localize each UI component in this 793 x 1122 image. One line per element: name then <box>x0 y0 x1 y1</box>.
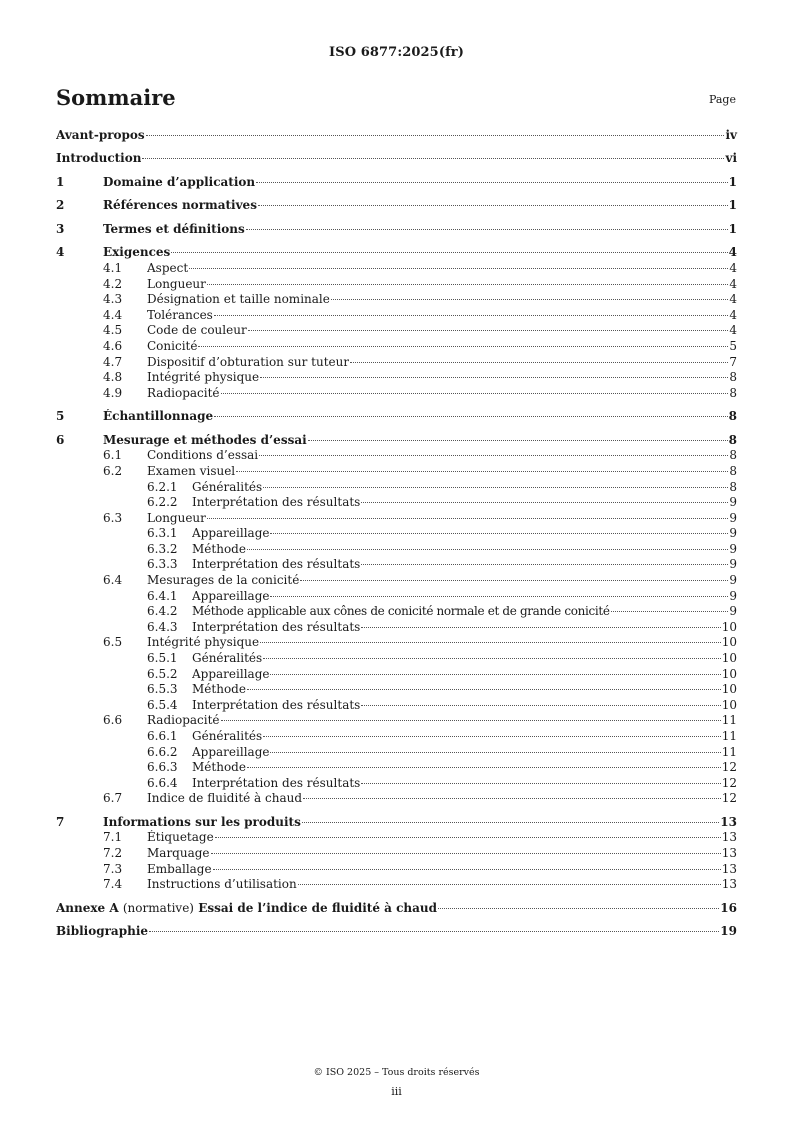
dot-leader <box>263 658 721 659</box>
dot-leader <box>260 642 721 643</box>
toc-entry-clause-7[interactable] <box>56 815 737 831</box>
toc-entry-number: 7 <box>56 814 65 829</box>
toc-entry-clause-6-5-1[interactable] <box>56 651 737 667</box>
dot-leader <box>207 284 728 285</box>
toc-entry-page: 10 <box>721 697 737 712</box>
toc-entry-clause-4-7[interactable] <box>56 355 737 371</box>
toc-entry-page: 4 <box>729 307 737 322</box>
toc-entry-clause-6-6-3[interactable] <box>56 760 737 776</box>
dot-leader <box>221 720 721 721</box>
toc-entry-page: 9 <box>729 510 737 525</box>
toc-entry-clause-6-5[interactable] <box>56 635 737 651</box>
toc-entry-page: 9 <box>729 588 737 603</box>
toc-entry-page: 1 <box>728 174 737 189</box>
dot-leader <box>214 315 729 316</box>
toc-entry-label: Radiopacité <box>147 713 220 728</box>
toc-entry-page: 12 <box>721 760 737 775</box>
toc-entry-page: 9 <box>729 557 737 572</box>
toc-entry-clause-6-2-1[interactable] <box>56 480 737 496</box>
toc-entry-number: 6.3.3 <box>147 557 178 572</box>
toc-entry-number: 6.2 <box>103 463 123 478</box>
table-of-contents <box>56 128 737 940</box>
toc-entry-page: 13 <box>721 830 737 845</box>
dot-leader <box>270 533 728 534</box>
toc-entry-clause-6-3-1[interactable] <box>56 526 737 542</box>
toc-entry-label: Intégrité physique <box>147 370 260 385</box>
toc-entry-label: Longueur <box>147 276 206 291</box>
dot-leader <box>211 853 721 854</box>
dot-leader <box>247 549 728 550</box>
toc-entry-page: 1 <box>728 198 737 213</box>
toc-entry-number: 6.4.1 <box>147 588 178 603</box>
toc-entry-clause-7-3[interactable] <box>56 862 737 878</box>
toc-entry-label: Conicité <box>147 338 198 353</box>
toc-entry-clause-4[interactable] <box>56 245 737 261</box>
toc-entry-clause-6-3-2[interactable] <box>56 542 737 558</box>
toc-entry-number: 6.5.3 <box>147 682 178 697</box>
toc-entry-page: 16 <box>720 900 737 915</box>
dot-leader <box>213 869 721 870</box>
dot-leader <box>258 205 728 206</box>
toc-entry-page: 7 <box>729 354 737 369</box>
toc-entry-number: 6.3 <box>103 510 123 525</box>
dot-leader <box>236 471 728 472</box>
toc-entry-number: 6.5.2 <box>147 666 178 681</box>
toc-entry-clause-6-4-2[interactable] <box>56 604 737 620</box>
dot-leader <box>247 689 721 690</box>
toc-entry-page: 12 <box>721 775 737 790</box>
toc-entry-label: Échantillonnage <box>103 409 214 424</box>
toc-entry-label: Informations sur les produits <box>103 814 301 829</box>
toc-entry-page: 4 <box>729 261 737 276</box>
toc-title: Sommaire <box>56 85 176 110</box>
toc-entry-clause-6-5-2[interactable] <box>56 667 737 683</box>
toc-entry-page: 4 <box>728 245 737 260</box>
toc-entry-page: 8 <box>729 463 737 478</box>
toc-entry-label: Références normatives <box>103 198 257 213</box>
toc-entry-clause-1[interactable] <box>56 175 737 191</box>
toc-entry-page: 13 <box>721 861 737 876</box>
toc-entry-number: 6.2.2 <box>147 495 178 510</box>
toc-entry-label: Interprétation des résultats <box>192 557 361 572</box>
toc-entry-label: Indice de fluidité à chaud <box>147 791 303 806</box>
toc-entry-number: 6.6 <box>103 713 123 728</box>
dot-leader <box>256 182 728 183</box>
toc-entry-number: 6.1 <box>103 448 123 463</box>
toc-entry-clause-6-5-3[interactable] <box>56 682 737 698</box>
toc-entry-page: 9 <box>729 495 737 510</box>
toc-entry-clause-5[interactable] <box>56 409 737 425</box>
dot-leader <box>263 487 728 488</box>
toc-entry-label: Code de couleur <box>147 323 247 338</box>
toc-entry-clause-4-8[interactable] <box>56 370 737 386</box>
toc-entry-clause-7-2[interactable] <box>56 846 737 862</box>
toc-entry-label: Appareillage <box>192 526 270 541</box>
toc-entry-label: Généralités <box>192 479 263 494</box>
toc-entry-clause-4-3[interactable] <box>56 292 737 308</box>
dot-leader <box>146 135 725 136</box>
toc-entry-number: 4.9 <box>103 385 123 400</box>
toc-entry-number: 6.4 <box>103 573 123 588</box>
toc-entry-number: 6.6.4 <box>147 775 178 790</box>
toc-entry-label <box>56 901 437 917</box>
toc-entry-clause-6-6[interactable] <box>56 713 737 729</box>
page-number: iii <box>391 1085 402 1098</box>
annex-type: (normative) <box>122 900 194 915</box>
toc-entry-label: Domaine d’application <box>103 174 256 189</box>
toc-entry-label: Emballage <box>147 861 212 876</box>
toc-entry-clause-6-2-2[interactable] <box>56 495 737 511</box>
toc-entry-number: 4.4 <box>103 307 123 322</box>
toc-entry-page: 8 <box>728 432 737 447</box>
annex-title: Essai de l’indice de fluidité à chaud <box>198 900 438 915</box>
toc-entry-label: Dispositif d’obturation sur tuteur <box>147 354 350 369</box>
toc-entry-clause-4-4[interactable] <box>56 308 737 324</box>
toc-entry-clause-6-5-4[interactable] <box>56 698 737 714</box>
toc-entry-number: 4.3 <box>103 292 123 307</box>
toc-entry-number: 6.3.2 <box>147 541 178 556</box>
dot-leader <box>438 908 719 909</box>
dot-leader <box>189 268 728 269</box>
toc-entry-label: Méthode <box>192 541 246 556</box>
toc-entry-page: 13 <box>721 877 737 892</box>
toc-entry-number: 4.1 <box>103 261 123 276</box>
toc-entry-clause-2[interactable] <box>56 198 737 214</box>
toc-entry-clause-7-4[interactable] <box>56 877 737 893</box>
toc-entry-label: Examen visuel <box>147 463 236 478</box>
dot-leader <box>247 767 721 768</box>
toc-entry-page: 10 <box>721 635 737 650</box>
toc-entry-clause-6-3-3[interactable] <box>56 557 737 573</box>
toc-entry-label: Bibliographie <box>56 924 149 939</box>
toc-entry-label: Généralités <box>192 729 263 744</box>
dot-leader <box>300 580 728 581</box>
toc-entry-label: Mesurage et méthodes d’essai <box>103 432 307 447</box>
toc-entry-label: Étiquetage <box>147 830 214 845</box>
toc-entry-number: 6.6.2 <box>147 744 178 759</box>
toc-entry-number: 6.6.1 <box>147 729 178 744</box>
dot-leader <box>214 416 727 417</box>
toc-entry-number: 6.7 <box>103 791 123 806</box>
toc-entry-page: 10 <box>721 666 737 681</box>
toc-entry-label: Désignation et taille nominale <box>147 292 330 307</box>
toc-entry-clause-6-3[interactable] <box>56 511 737 527</box>
toc-entry-label: Appareillage <box>192 744 270 759</box>
toc-entry-page: 9 <box>729 541 737 556</box>
toc-entry-label: Intégrité physique <box>147 635 260 650</box>
toc-entry-label: Tolérances <box>147 307 213 322</box>
toc-entry-annex-a[interactable] <box>56 901 737 917</box>
dot-leader <box>611 611 729 612</box>
toc-entry-bibliography[interactable] <box>56 924 737 940</box>
toc-entry-number: 3 <box>56 221 65 236</box>
toc-entry-page: 11 <box>721 744 737 759</box>
dot-leader <box>215 837 721 838</box>
dot-leader <box>361 705 720 706</box>
toc-entry-page: 8 <box>729 370 737 385</box>
toc-entry-page: 13 <box>720 814 737 829</box>
dot-leader <box>270 674 720 675</box>
toc-entry-number: 6.6.3 <box>147 760 178 775</box>
toc-entry-page: 9 <box>729 604 737 619</box>
toc-entry-label: Interprétation des résultats <box>192 697 361 712</box>
dot-leader <box>303 798 721 799</box>
toc-entry-number: 6.5.4 <box>147 697 178 712</box>
toc-entry-page: 11 <box>721 729 737 744</box>
toc-entry-page: 10 <box>721 682 737 697</box>
toc-entry-label: Appareillage <box>192 666 270 681</box>
toc-entry-page: 8 <box>729 385 737 400</box>
toc-page-column-label: Page <box>708 93 736 106</box>
toc-entry-number: 6.3.1 <box>147 526 178 541</box>
toc-entry-page: 8 <box>729 479 737 494</box>
toc-entry-number: 7.3 <box>103 861 123 876</box>
toc-entry-avant-propos[interactable] <box>56 128 737 144</box>
toc-entry-page: 4 <box>729 276 737 291</box>
toc-entry-clause-6-6-4[interactable] <box>56 776 737 792</box>
toc-entry-label: Instructions d’utilisation <box>147 877 297 892</box>
dot-leader <box>361 783 720 784</box>
toc-entry-number: 4.7 <box>103 354 123 369</box>
toc-entry-number: 6 <box>56 432 65 447</box>
dot-leader <box>207 518 728 519</box>
toc-entry-label: Interprétation des résultats <box>192 495 361 510</box>
toc-entry-label: Longueur <box>147 510 206 525</box>
toc-entry-page: 4 <box>729 292 737 307</box>
toc-entry-page: 12 <box>721 791 737 806</box>
toc-entry-page: 4 <box>729 323 737 338</box>
dot-leader <box>270 596 728 597</box>
toc-entry-page: 19 <box>720 924 737 939</box>
toc-entry-page: 9 <box>729 573 737 588</box>
toc-entry-label: Interprétation des résultats <box>192 619 361 634</box>
dot-leader <box>246 229 728 230</box>
toc-entry-label: Généralités <box>192 651 263 666</box>
dot-leader <box>248 330 729 331</box>
dot-leader <box>361 564 728 565</box>
toc-entry-clause-6-7[interactable] <box>56 791 737 807</box>
dot-leader <box>361 627 720 628</box>
toc-entry-label: Introduction <box>56 151 142 166</box>
dot-leader <box>298 884 721 885</box>
annex-prefix: Annexe A <box>56 900 119 915</box>
toc-entry-label: Mesurages de la conicité <box>147 573 300 588</box>
toc-entry-clause-6-4-3[interactable] <box>56 620 737 636</box>
toc-entry-page: 11 <box>721 713 737 728</box>
toc-entry-page: 10 <box>721 619 737 634</box>
toc-entry-label: Radiopacité <box>147 385 220 400</box>
toc-entry-clause-4-9[interactable] <box>56 386 737 402</box>
dot-leader <box>361 502 728 503</box>
toc-entry-number: 4 <box>56 245 65 260</box>
toc-entry-number: 7.1 <box>103 830 123 845</box>
dot-leader <box>331 299 729 300</box>
toc-entry-clause-7-1[interactable] <box>56 830 737 846</box>
toc-entry-page: 9 <box>729 526 737 541</box>
dot-leader <box>350 362 728 363</box>
copyright-footer: © ISO 2025 – Tous droits réservés <box>313 1067 480 1078</box>
toc-entry-number: 6.5 <box>103 635 123 650</box>
toc-entry-number: 6.4.3 <box>147 619 178 634</box>
dot-leader <box>259 455 728 456</box>
toc-entry-clause-4-5[interactable] <box>56 323 737 339</box>
toc-entry-label: Méthode applicable aux cônes de conicité normale et de grande conicité <box>192 604 610 619</box>
toc-entry-page: 8 <box>729 448 737 463</box>
toc-entry-page: 5 <box>729 338 737 353</box>
dot-leader <box>302 822 719 823</box>
toc-entry-label: Termes et définitions <box>103 221 245 236</box>
toc-entry-number: 4.8 <box>103 370 123 385</box>
toc-entry-number: 2 <box>56 198 65 213</box>
toc-entry-number: 6.5.1 <box>147 651 178 666</box>
dot-leader <box>270 752 720 753</box>
toc-entry-page: 8 <box>728 409 737 424</box>
toc-entry-label: Appareillage <box>192 588 270 603</box>
toc-entry-clause-3[interactable] <box>56 222 737 238</box>
toc-entry-number: 7.4 <box>103 877 123 892</box>
toc-entry-page: iv <box>725 128 737 142</box>
dot-leader <box>308 440 728 441</box>
toc-entry-page: 10 <box>721 651 737 666</box>
toc-entry-label: Conditions d’essai <box>147 448 259 463</box>
toc-entry-number: 4.5 <box>103 323 123 338</box>
dot-leader <box>263 736 721 737</box>
toc-entry-clause-6-6-2[interactable] <box>56 745 737 761</box>
document-header: ISO 6877:2025(fr) <box>329 45 464 60</box>
toc-entry-page: vi <box>725 151 737 166</box>
toc-entry-clause-6-1[interactable] <box>56 448 737 464</box>
dot-leader <box>142 158 724 159</box>
toc-entry-number: 4.6 <box>103 338 123 353</box>
dot-leader <box>171 252 727 253</box>
toc-entry-introduction[interactable] <box>56 151 737 167</box>
toc-entry-clause-6[interactable] <box>56 433 737 449</box>
toc-entry-number: 7.2 <box>103 846 123 861</box>
toc-entry-clause-6-4[interactable] <box>56 573 737 589</box>
toc-entry-number: 6.2.1 <box>147 479 178 494</box>
toc-entry-label: Interprétation des résultats <box>192 775 361 790</box>
toc-entry-number: 5 <box>56 409 65 424</box>
dot-leader <box>221 393 729 394</box>
dot-leader <box>198 346 728 347</box>
toc-entry-page: 13 <box>721 846 737 861</box>
toc-entry-label: Méthode <box>192 682 246 697</box>
dot-leader <box>260 377 728 378</box>
toc-entry-number: 4.2 <box>103 276 123 291</box>
toc-entry-label: Aspect <box>147 261 189 276</box>
dot-leader <box>149 931 719 932</box>
toc-entry-clause-6-6-1[interactable] <box>56 729 737 745</box>
toc-entry-number: 1 <box>56 174 65 189</box>
toc-entry-label: Méthode <box>192 760 246 775</box>
toc-entry-label: Exigences <box>103 245 171 260</box>
toc-entry-clause-6-2[interactable] <box>56 464 737 480</box>
toc-entry-label: Marquage <box>147 846 210 861</box>
toc-entry-page: 1 <box>728 221 737 236</box>
toc-entry-clause-6-4-1[interactable] <box>56 589 737 605</box>
toc-entry-number: 6.4.2 <box>147 604 178 619</box>
toc-entry-clause-4-2[interactable] <box>56 277 737 293</box>
toc-entry-clause-4-1[interactable] <box>56 261 737 277</box>
toc-entry-clause-4-6[interactable] <box>56 339 737 355</box>
toc-entry-label: Avant-propos <box>56 128 145 142</box>
